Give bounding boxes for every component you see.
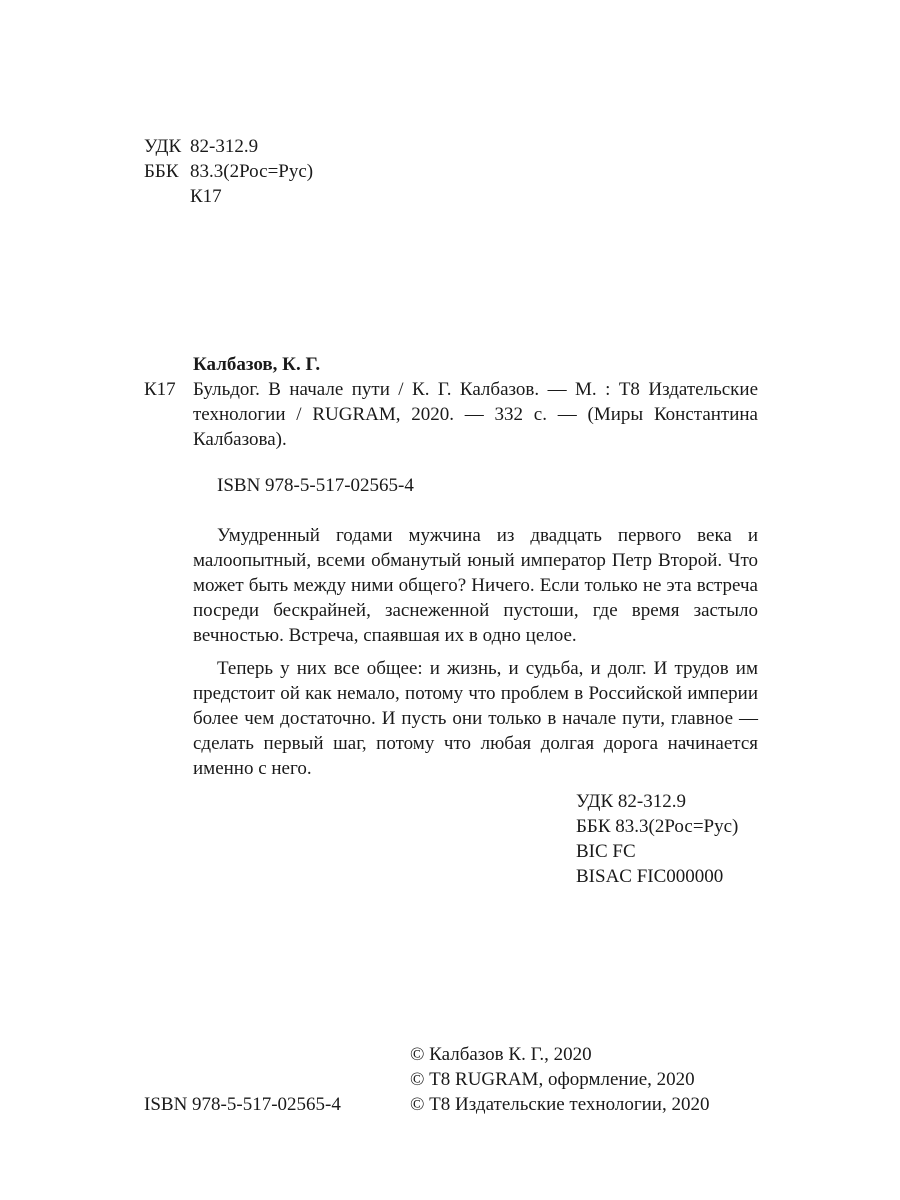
copyright-line: © Т8 RUGRAM, оформление, 2020 (410, 1069, 695, 1090)
classification-bbk: ББК 83.3(2Рос=Рус) (576, 816, 739, 837)
author-mark: К17 (190, 186, 222, 207)
catalog-call-mark: К17 (144, 379, 176, 400)
footer-isbn: ISBN 978-5-517-02565-4 (144, 1094, 341, 1115)
classification-bic: BIC FC (576, 841, 636, 862)
bbk-line (144, 159, 313, 184)
udk-value: 82-312.9 (190, 136, 259, 157)
bbk-label: ББК (144, 161, 179, 182)
classification-bisac: BISAC FIC000000 (576, 866, 724, 887)
annotation-paragraph-1: Умудренный годами мужчина из двадцать первого века и малоопытный, всеми обманутый юный император Петр Второй. Что может быть между ними общего? Ничего. Если только не эта встреча посреди бескрайней, заснеженной пустоши, где время застыло вечностью. Встреча, спаявшая их в одно целое. (193, 525, 758, 646)
copyright-line: © Т8 Издательские технологии, 2020 (410, 1094, 710, 1115)
catalog-author: Калбазов, К. Г. (193, 354, 321, 375)
annotation (193, 523, 758, 781)
bbk-value: 83.3(2Рос=Рус) (190, 161, 314, 182)
annotation-paragraph-2: Теперь у них все общее: и жизнь, и судьба, и долг. И трудов им предстоит ой как немало, потому что проблем в Российской империи более чем достаточно. И пусть они только в начале пути, главное — сделать первый шаг, потому что любая долгая дорога начинается именно с него. (193, 658, 758, 779)
catalog-entry: Бульдог. В начале пути / К. Г. Калбазов. — М. : Т8 Издательские технологии / RUGRAM, 2020. — 332 с. — (Миры Константина Калбазова). (193, 379, 758, 450)
copyright-line: © Калбазов К. Г., 2020 (410, 1044, 592, 1065)
copyright-block (410, 1042, 709, 1117)
classification-block (576, 789, 738, 889)
catalog-isbn: ISBN 978-5-517-02565-4 (217, 475, 414, 496)
top-codes (144, 134, 313, 209)
classification-udk: УДК 82-312.9 (576, 791, 686, 812)
udk-line (144, 134, 313, 159)
udk-label: УДК (144, 136, 182, 157)
